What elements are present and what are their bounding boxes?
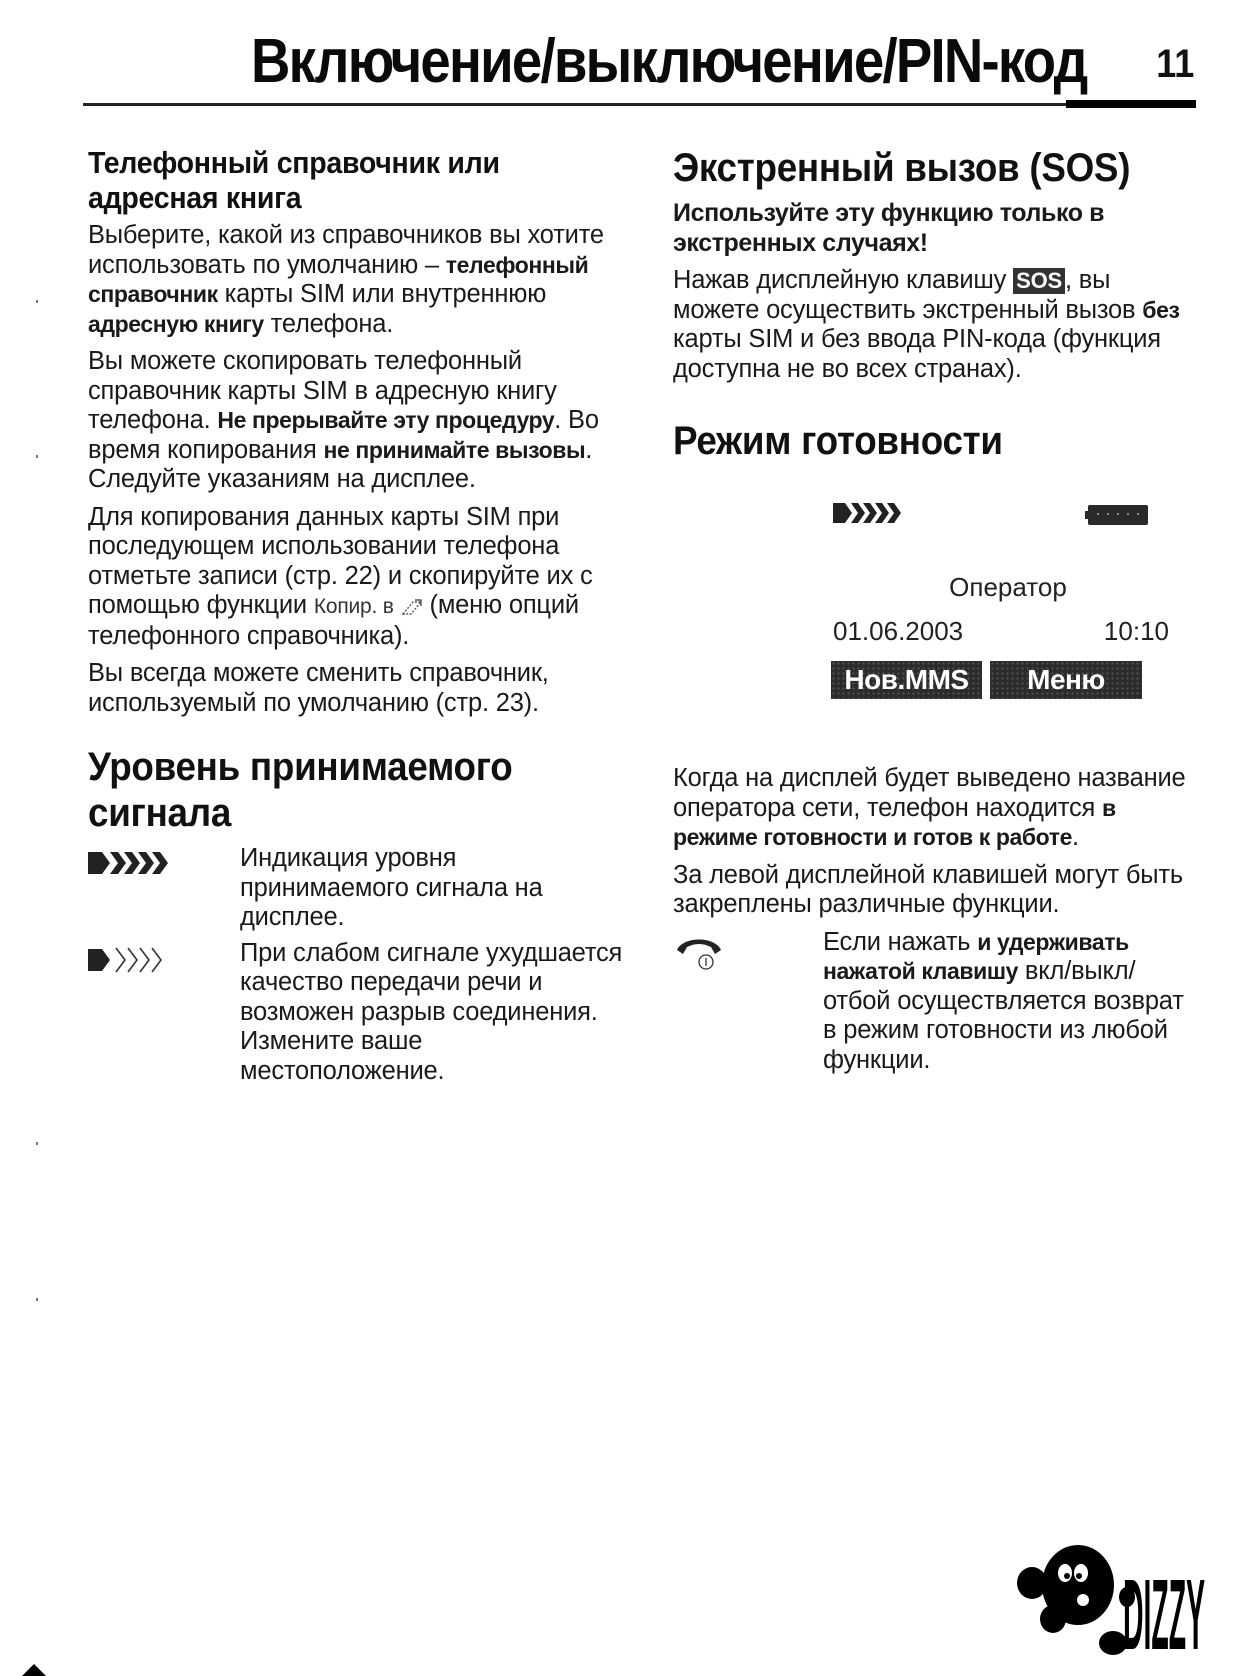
signal-item [88,844,623,933]
phonebook-section [88,145,623,718]
text: Нажав дисплейную клавишу [673,266,1014,294]
end-key-item [673,928,1203,1076]
text: Выберите, какой из справочников вы хотите использовать по умолчанию – [88,221,604,279]
signal-item [88,939,623,1087]
header-divider-accent [1066,100,1196,108]
text: (меню опций телефонного справочника). [88,591,579,650]
signal-section [88,744,623,1086]
text: телефона. [263,309,394,338]
display-time: 10:10 [1103,616,1169,646]
emphasis: не принимайте вызовы [323,436,586,463]
standby-paragraph-1 [673,764,1203,853]
emphasis: Не прерывайте эту процедуру [217,407,555,433]
emphasis: без [1142,296,1180,323]
phonebook-paragraph-1 [88,221,623,339]
text: , вы можете осуществить экстренный вызов [673,266,1143,324]
scan-mark [36,300,38,303]
end-call-key-icon [673,961,725,978]
phonebook-paragraph-4: Вы всегда можете сменить справочник, используемый по умолчанию (стр. 23). [88,659,549,717]
page-title: Включение/выключение/PIN-код [250,27,1086,96]
display-softkeys [831,661,1142,699]
battery-full-icon [1085,504,1149,531]
scan-mark [36,1298,38,1301]
phonebook-paragraph-3 [88,503,623,652]
sos-softkey: SOS [1013,268,1065,294]
header-divider [83,103,1196,106]
standby-paragraph-2: За левой дисплейной клавишей могут быть закреплены различные функции. [673,860,1183,918]
emphasis: в режиме готовности и готов к работе [673,794,1116,850]
menu-item-copy-to: Копир. в [313,595,394,618]
phone-display-mockup [673,478,1203,738]
end-key-text [823,928,1203,1076]
softkey-menu[interactable]: Меню [990,661,1142,699]
sos-heading: Экстренный вызов (SOS) [673,146,1131,190]
softkey-new-mms[interactable]: Нов.MMS [831,661,982,699]
scan-mark [36,455,38,458]
signal-strong-icon [833,502,905,529]
right-column [673,145,1203,1081]
phonebook-paragraph-2 [88,347,623,495]
warning-text: Используйте эту функцию только в экстренных случаях! [673,199,1105,257]
text: Вы можете скопировать телефонный справочник карты SIM в адресную книгу телефона. [88,347,557,434]
standby-section [673,418,1203,1075]
display-date: 01.06.2003 [833,616,964,646]
signal-weak-icon [88,962,178,979]
emphasis: и удерживать нажатой клавишу [823,928,1129,984]
signal-heading: Уровень принимаемого сигнала [88,745,513,835]
text: карты SIM или внутреннюю [217,280,547,308]
text: вкл/выкл/ отбой осуществляется возврат в режим готовности из любой функции. [823,957,1184,1074]
dizzy-logo [1015,1545,1205,1655]
sos-warning [673,199,1203,258]
phonebook-heading: Телефонный справочник или адресная книга [88,145,500,215]
text: Для копирования данных карты SIM при последующем использовании телефона отметьте записи (стр. 22) и скопируйте их с помощью функции [88,502,593,619]
signal-item-text: При слабом сигнале ухудшается качество передачи речи и возможен разрыв соединения. Измените ваше местоположение. [240,938,623,1085]
standby-heading: Режим готовности [673,419,1003,463]
text: . Во время копирования [88,406,599,464]
logo-text: DIZZY [1123,1559,1205,1655]
emphasis: телефонный справочник [88,251,589,307]
corner-mark [22,1664,46,1676]
text: Когда на дисплей будет выведено название оператора сети, телефон находится [673,764,1186,822]
signal-item-text: Индикация уровня принимаемого сигнала на дисплее. [240,844,543,931]
scan-mark [36,1142,38,1145]
text: . [1072,823,1079,851]
text: Если нажать [823,927,978,956]
dizzy-mascot-icon [1015,1545,1205,1655]
addressbook-icon [401,596,423,616]
emphasis: адресную книгу [88,310,264,337]
sos-paragraph [673,266,1203,384]
signal-strong-icon [88,863,178,880]
page-header [83,20,1196,110]
sos-section [673,145,1203,384]
left-column [88,145,623,1092]
text: карты SIM и без ввода PIN-кода (функция доступна не во всех странах). [673,325,1161,383]
page-number: 11 [1155,42,1194,86]
text: . Следуйте указаниям на дисплее. [88,435,593,493]
operator-name: Оператор [949,572,1067,602]
